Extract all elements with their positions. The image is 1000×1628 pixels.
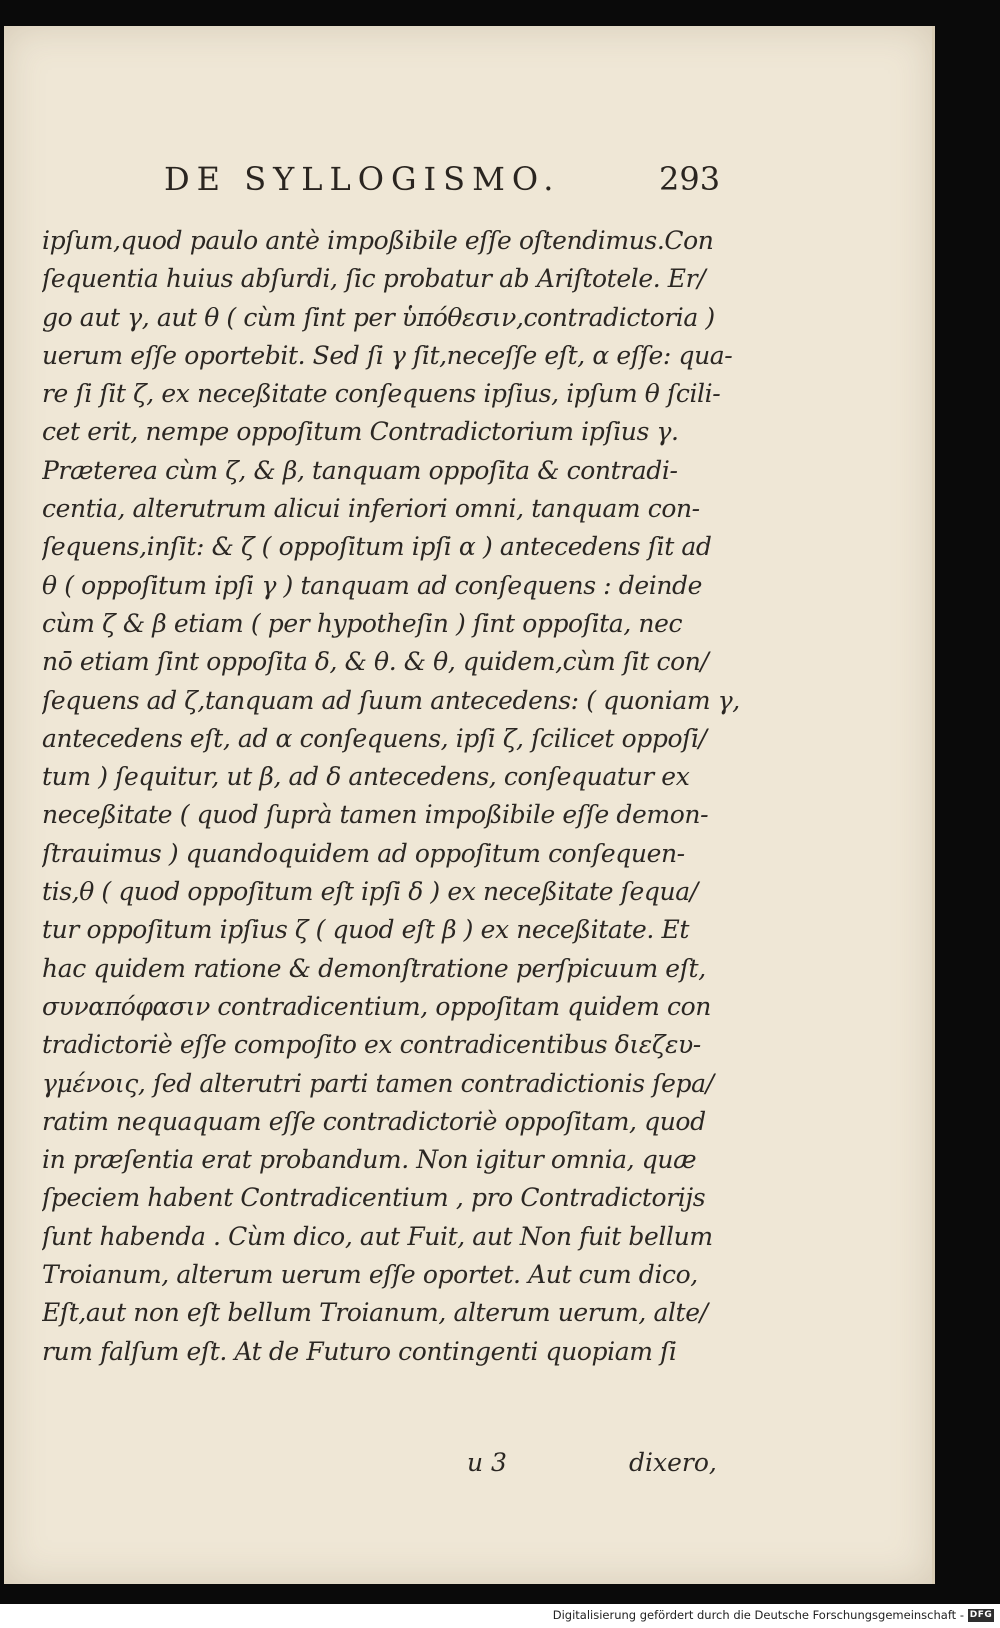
text-line: uerum eſſe oportebit. Sed ſi γ ſit,neceſſe eſt, α eſſe: qua- [42, 340, 733, 370]
text-line: cùm ζ & β etiam ( per hypotheſin ) ſint oppoſita, nec [42, 608, 683, 638]
running-head [4, 160, 932, 200]
text-line: hac quidem ratione & demonſtratione perſpicuum eſt, [42, 953, 706, 983]
signature-mark: u 3 [467, 1448, 507, 1477]
running-head-title: DE SYLLOGISMO. [164, 160, 561, 198]
text-line: Troianum, alterum uerum eſſe oportet. Aut cum dico, [42, 1260, 698, 1290]
text-line: tum ) ſequitur, ut β, ad δ antecedens, conſequatur ex [42, 762, 690, 792]
text-line: centia, alterutrum alicui inferiori omni, tanquam con- [42, 494, 700, 524]
text-line: ſtrauimus ) quandoquidem ad oppoſitum conſequen- [42, 838, 685, 868]
text-line: ſunt habenda . Cùm dico, aut Fuit, aut Non fuit bellum [42, 1221, 713, 1251]
funding-notice: Digitalisierung gefördert durch die Deutsche Forschungsgemeinschaft - [552, 1608, 964, 1622]
text-line: ſpeciem habent Contradicentium , pro Contradictorijs [42, 1183, 706, 1213]
text-line: γμένοις, ſed alterutri parti tamen contradictionis ſepa/ [42, 1068, 714, 1098]
book-page [4, 26, 935, 1584]
text-line: rum falſum eſt. At de Futuro contingenti quopiam ſi [42, 1336, 677, 1366]
text-line: ſequens ad ζ,tanquam ad ſuum antecedens: ( quoniam γ, [42, 685, 740, 715]
text-line: ſequentia huius abſurdi, ſic probatur ab Ariſtotele. Er/ [42, 264, 706, 294]
text-line: tradictoriè eſſe compoſito ex contradicentibus διεζευ- [42, 1030, 701, 1060]
text-line: ratim nequaquam eſſe contradictoriè oppoſitam, quod [42, 1106, 706, 1136]
dfg-logo: DFG [969, 1610, 993, 1620]
text-line: Eſt,aut non eſt bellum Troianum, alterum uerum, alte/ [42, 1298, 708, 1328]
text-line: go aut γ, aut θ ( cùm ſint per ὑπόθεσιν,contradictoria ) [42, 302, 715, 332]
text-line: συναπόφασιν contradicentium, oppoſitam quidem con [42, 991, 711, 1021]
text-line: tis,θ ( quod oppoſitum eſt ipſi δ ) ex neceßitate ſequa/ [42, 877, 698, 907]
text-line: Præterea cùm ζ, & β, tanquam oppoſita & contradi- [42, 455, 678, 485]
page-number: 293 [659, 160, 721, 198]
catchline [4, 1448, 932, 1488]
text-line: tur oppoſitum ipſius ζ ( quod eſt β ) ex neceßitate. Et [42, 915, 689, 945]
digitization-footer [0, 1604, 1000, 1628]
body-text [42, 222, 742, 1371]
text-line: antecedens eſt, ad α conſequens, ipſi ζ, ſcilicet oppoſi/ [42, 723, 707, 753]
text-line: re ſi ſit ζ, ex neceßitate conſequens ipſius, ipſum θ ſcili- [42, 379, 721, 409]
text-line: in præſentia erat probandum. Non igitur omnia, quæ [42, 1145, 697, 1175]
text-line: ſequens,inſit: & ζ ( oppoſitum ipſi α ) antecedens ſit ad [42, 532, 712, 562]
text-line: ipſum,quod paulo antè impoßibile eſſe oſtendimus.Con [42, 226, 714, 255]
catchword: dixero, [629, 1448, 717, 1477]
text-line: θ ( oppoſitum ipſi γ ) tanquam ad conſequens : deinde [42, 570, 703, 600]
text-line: nō etiam ſint oppoſita δ, & θ. & θ, quidem,cùm ſit con/ [42, 647, 709, 677]
text-line: cet erit, nempe oppoſitum Contradictorium ipſius γ. [42, 417, 679, 447]
text-line: neceßitate ( quod ſuprà tamen impoßibile eſſe demon- [42, 800, 709, 830]
